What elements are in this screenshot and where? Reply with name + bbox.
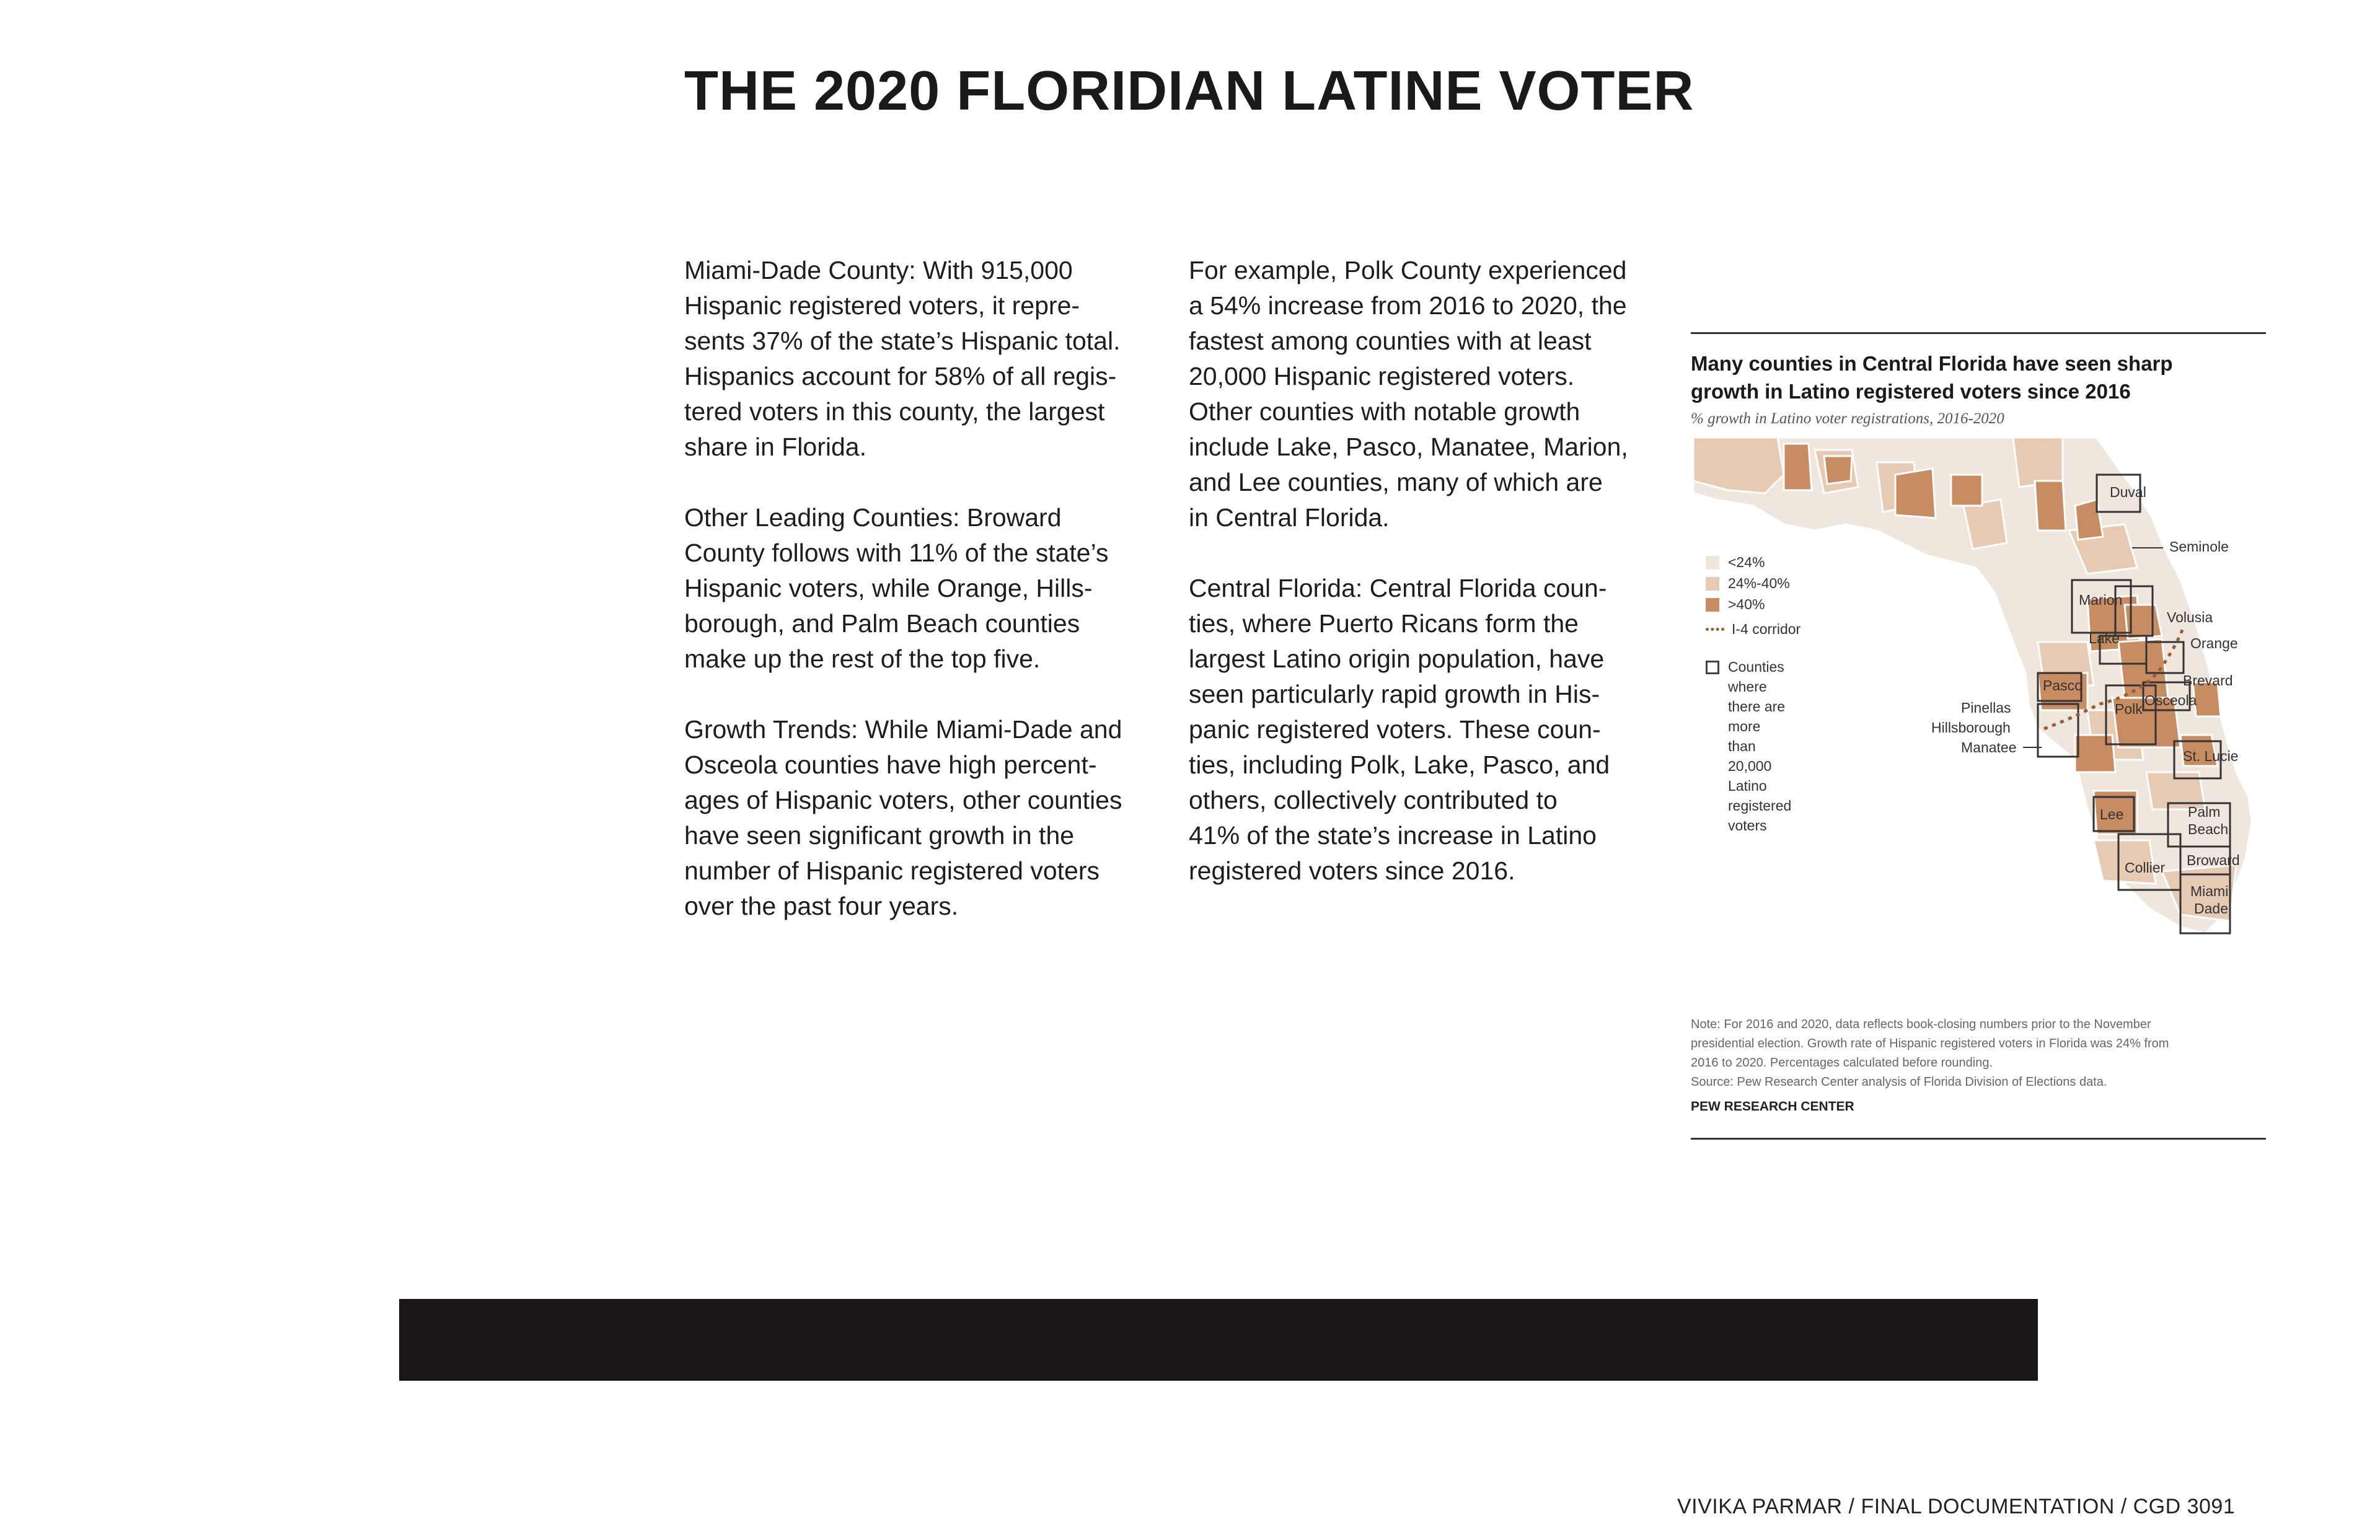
right-text-column xyxy=(1189,253,1672,924)
county-label-palm-beach-line1: Palm xyxy=(2188,804,2221,820)
legend-low-label: <24% xyxy=(1728,554,1765,570)
county-label-volusia: Volusia xyxy=(2167,609,2213,625)
county-label-miami-dade-line1: Miami xyxy=(2190,883,2229,899)
county-label-duval: Duval xyxy=(2110,484,2146,500)
county-label-hillsborough: Hillsborough xyxy=(1931,719,2011,736)
figure-title: Many counties in Central Florida have seen sharp growth in Latino registered voters since 2016 xyxy=(1691,352,2173,403)
legend-mid-label: 24%-40% xyxy=(1728,575,1790,591)
county-label-lee: Lee xyxy=(2100,806,2124,822)
legend-high-label: >40% xyxy=(1728,596,1765,612)
figure-top-rule xyxy=(1691,332,2266,334)
leading-counties-paragraph: Other Leading Counties: Broward County follows with 11% of the state’s Hispanic voters, while Orange, Hills- borough, and Palm Beach counties make up the rest of the top five. xyxy=(684,503,1109,673)
county-label-polk: Polk xyxy=(2115,701,2143,717)
legend-corridor-label: I-4 corridor xyxy=(1732,621,1801,637)
legend-low-swatch xyxy=(1706,556,1719,570)
page-title: THE 2020 FLORIDIAN LATINE VOTER xyxy=(684,60,1695,122)
figure-subtitle: % growth in Latino voter registrations, 2016-2020 xyxy=(1691,410,2004,427)
legend-outline-box xyxy=(1706,661,1719,674)
county-label-brevard: Brevard xyxy=(2183,672,2233,689)
county-label-collier: Collier xyxy=(2125,860,2166,876)
county-label-seminole: Seminole xyxy=(2169,539,2229,555)
black-banner-bar xyxy=(399,1299,2038,1381)
legend-low xyxy=(1706,554,1765,571)
miami-dade-paragraph: Miami-Dade County: With 915,000 Hispanic registered voters, it repre- sents 37% of the state’s Hispanic total. Hispanics account for 58% of all regis- tered voters in this county, the largest share in Florida. xyxy=(684,256,1121,461)
figure-credit: PEW RESEARCH CENTER xyxy=(1691,1099,1854,1114)
pew-map-figure xyxy=(1691,332,2266,1142)
county-label-pinellas: Pinellas xyxy=(1961,700,2011,716)
polk-county-paragraph: For example, Polk County experienced a 54% increase from 2016 to 2020, the fastest among counties with at least 20,000 Hispanic registered voters. Other counties with notable growth include Lake, Pasco, Manatee, Marion, and Lee counties, many of which are in Central Florida. xyxy=(1189,256,1628,532)
county-label-palm-beach-line2: Beach xyxy=(2188,821,2229,837)
growth-trends-paragraph: Growth Trends: While Miami-Dade and Osceola counties have high percent- ages of Hispanic voters, other counties have seen significant growth in the number of Hispanic registered voters over the past four years. xyxy=(684,715,1122,920)
county-label-pasco: Pasco xyxy=(2043,677,2082,693)
legend-mid xyxy=(1706,575,1790,592)
county-label-marion: Marion xyxy=(2079,592,2123,608)
legend-high xyxy=(1706,596,1765,613)
county-label-lake: Lake xyxy=(2089,630,2120,646)
county-label-broward: Broward xyxy=(2187,852,2240,868)
figure-bottom-rule xyxy=(1691,1138,2266,1140)
legend-corridor-line xyxy=(1706,628,1724,631)
legend-corridor xyxy=(1706,621,1800,638)
legend-high-swatch xyxy=(1706,598,1719,612)
page-footer: VIVIKA PARMAR / FINAL DOCUMENTATION / CGD 3091 xyxy=(1677,1495,2236,1518)
county-label-osceola: Osceola xyxy=(2144,692,2197,708)
county-label-miami-dade-line2: Dade xyxy=(2194,900,2228,917)
legend-outline xyxy=(1706,657,1791,835)
legend-outline-label: Counties where there are more than 20,000 Latino registered voters xyxy=(1728,659,1792,834)
county-label-st-lucie: St. Lucie xyxy=(2183,748,2239,764)
left-text-column xyxy=(684,253,1168,959)
legend-mid-swatch xyxy=(1706,577,1719,591)
figure-note: Note: For 2016 and 2020, data reflects book-closing numbers prior to the November presidential election. Growth rate of Hispanic registered voters in Florida was 24% from 2016 to 2020. Percentages calculated before rounding. Source: Pew Research Center analysis of Florida Division of Elections data. xyxy=(1691,1018,2169,1089)
county-label-orange: Orange xyxy=(2190,635,2238,651)
central-florida-paragraph: Central Florida: Central Florida coun- ties, where Puerto Ricans form the largest Latino origin population, have seen particularly rapid growth in His- panic registered voters. These coun- ties, including Polk, Lake, Pasco, and others, collectively contributed to 41% of the state’s increase in Latino registered voters since 2016. xyxy=(1189,574,1610,885)
county-label-manatee: Manatee xyxy=(1961,739,2017,755)
